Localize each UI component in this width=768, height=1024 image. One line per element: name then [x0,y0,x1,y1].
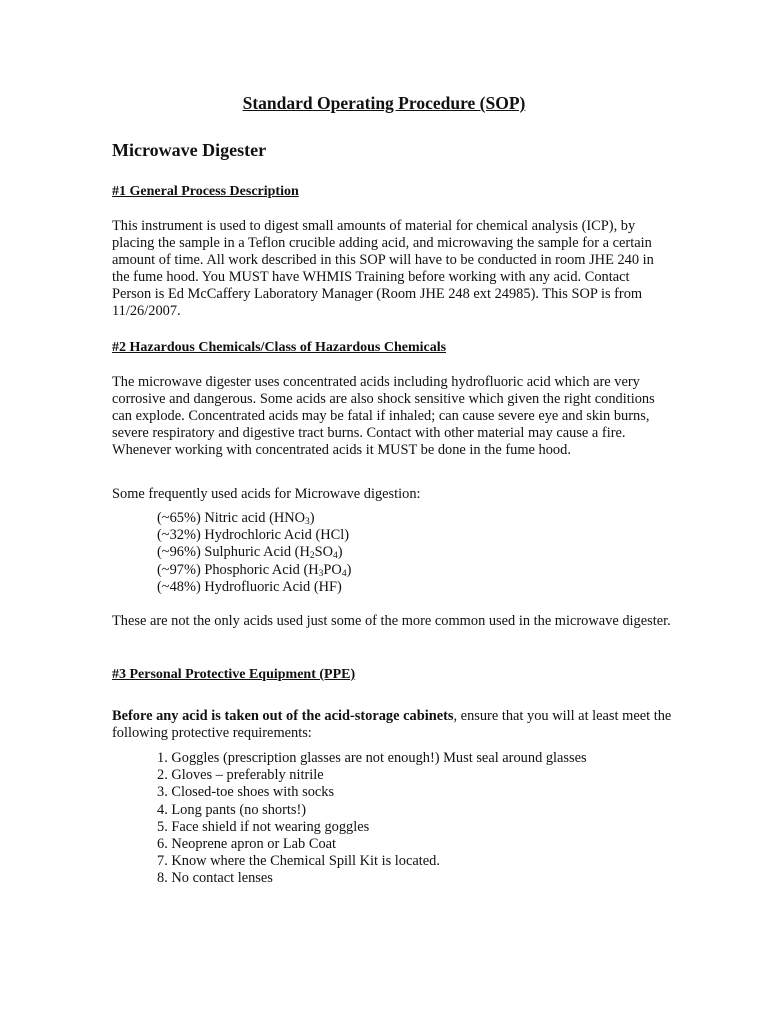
section-2-text: The microwave digester uses concentrated acids including hydrofluoric acid which are very corrosive and dangerous. Some acids are also shock sensitive which given the right conditions can explode. Concentrated acids may be fatal if inhaled; can cause severe eye and skin burns, severe respiratory and digestive tract burns. Contact with other material may cause a fire. Whenever working with concentrated acids it MUST be done in the fume hood. [112,374,655,458]
section-3-intro-text [112,708,672,742]
section-3-intro-rest: , ensure that you will at least meet the following protective requirements: [112,708,672,741]
list-item: 7. Know where the Chemical Spill Kit is located. [157,853,440,870]
acids-closing-text: These are not the only acids used just some of the more common used in the microwave digester. [112,613,671,629]
list-item: 4. Long pants (no shorts!) [157,801,307,818]
section-3-intro-bold: Before any acid is taken out of the acid-storage cabinets [112,708,454,724]
section-1-paragraph [112,218,672,320]
acids-intro-text: Some frequently used acids for Microwave digestion: [112,486,421,502]
acids-closing [112,613,672,630]
list-item: (~97%) Phosphoric Acid $(H_3PO_4)$ [157,561,352,579]
list-item: (~65%) Nitric acid $(HNO_3)$ [157,510,315,527]
page-title: Standard Operating Procedure (SOP) [242,93,526,113]
section-3-intro [112,708,672,742]
ppe-list [157,750,587,888]
section-3-heading: #3 Personal Protective Equipment (PPE) [112,667,356,682]
acids-intro [112,486,672,503]
list-item: 2. Gloves – preferably nitrile [157,767,324,784]
section-1-text: This instrument is used to digest small amounts of material for chemical analysis (ICP), by placing the sample in a Teflon crucible adding acid, and microwaving the sample for a certain amount of time. All work described in this SOP will have to be conducted in room JHE 240 in the fume hood. You MUST have WHMIS Training before working with any acid. Contact Person is Ed McCaffery Laboratory Manager (Room JHE 248 ext 24985). This SOP is from 11/26/2007. [112,218,654,319]
list-item: 8. No contact lenses [157,870,273,887]
list-item: (~96%) Sulphuric Acid $(H_2SO_4)$ [157,544,343,562]
list-item: (~48%) Hydrofluoric Acid (HF) [157,578,342,595]
list-item: 3. Closed-toe shoes with socks [157,784,335,801]
list-item: 5. Face shield if not wearing goggles [157,818,370,835]
section-2-paragraph [112,374,672,459]
list-item: 1. Goggles (prescription glasses are not enough!) Must seal around glasses [157,750,587,766]
acid-list [157,510,351,596]
section-1-heading: #1 General Process Description [112,184,299,199]
list-item: (~32%) Hydrochloric Acid (HCl) [157,527,350,544]
list-item: 6. Neoprene apron or Lab Coat [157,835,337,852]
section-2-heading: #2 Hazardous Chemicals/Class of Hazardous Chemicals [112,340,447,355]
document-subtitle: Microwave Digester [112,140,267,160]
